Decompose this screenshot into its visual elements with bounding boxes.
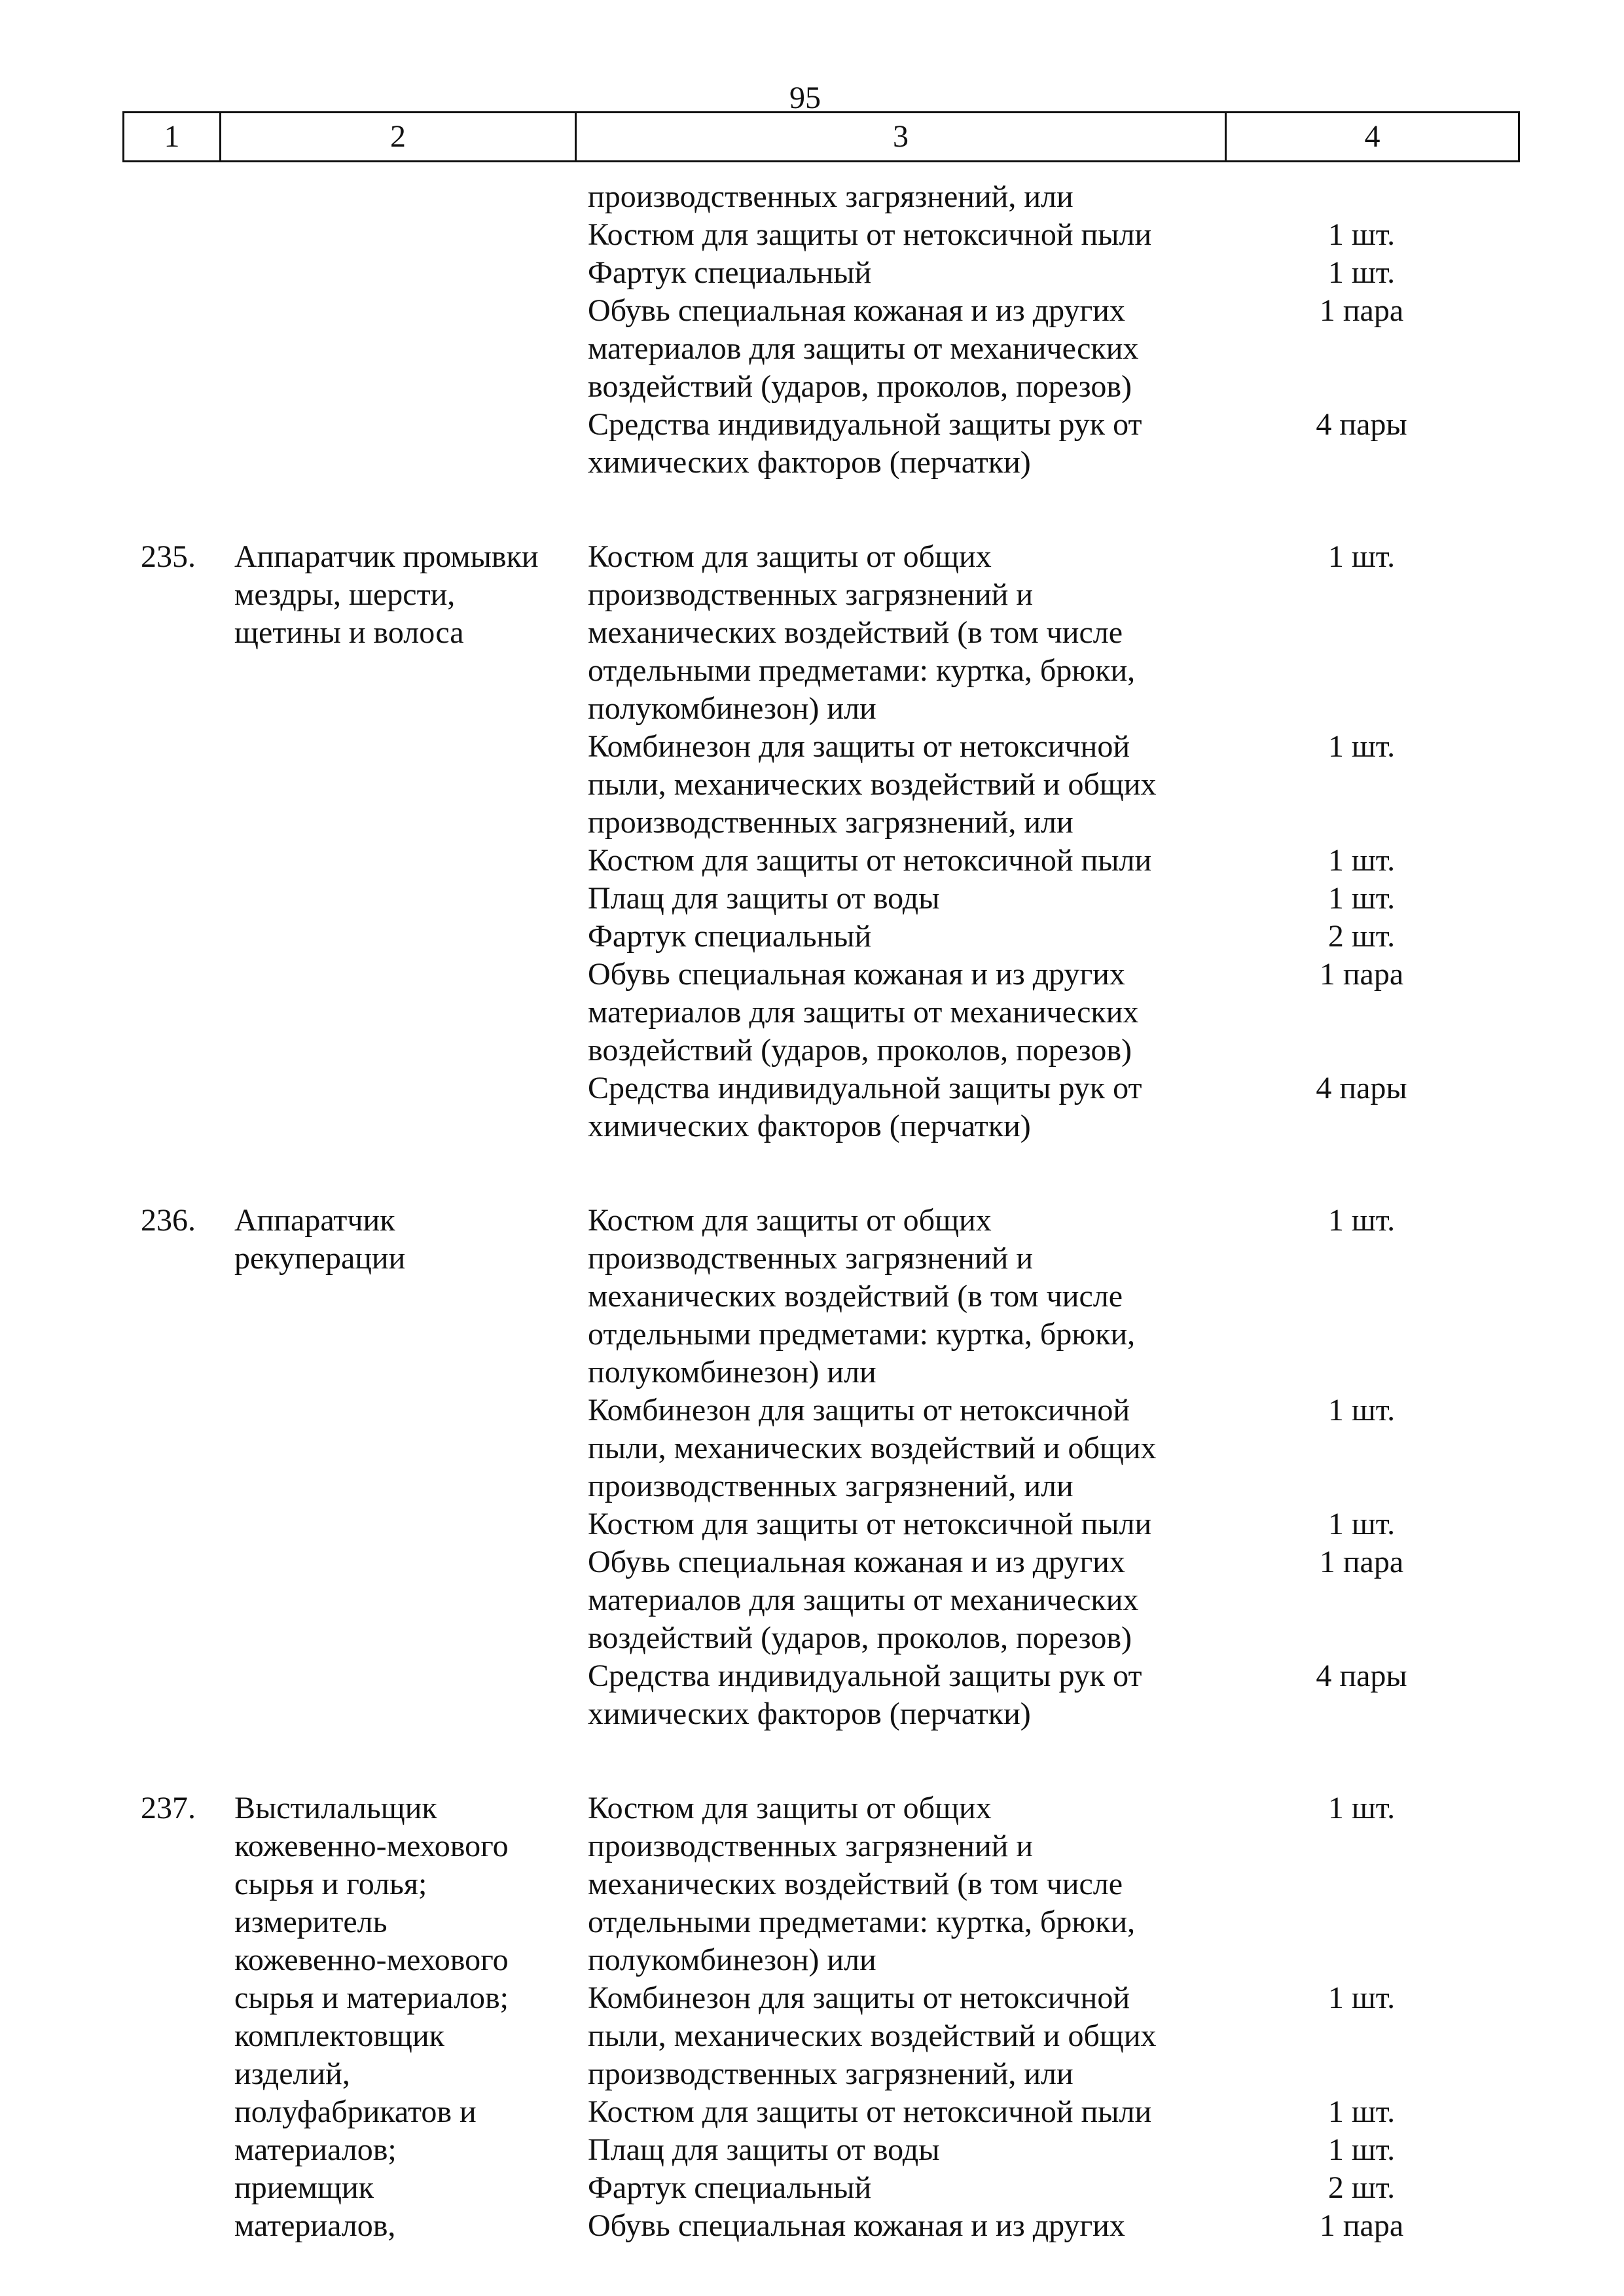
ppe-quantity: 2 шт. — [1327, 919, 1396, 954]
ppe-item-line: Фартук специальный — [588, 255, 872, 290]
ppe-item-line: механических воздействий (в том числе — [588, 1867, 1123, 1901]
ppe-item-line: Обувь специальная кожаная и из других — [588, 2208, 1125, 2243]
ppe-item-line: Костюм для защиты от нетоксичной пыли — [588, 2094, 1152, 2129]
occupation-line: рекуперации — [234, 1241, 406, 1276]
ppe-item-line: полукомбинезон) или — [588, 1943, 876, 1977]
ppe-item-line: механических воздействий (в том числе — [588, 1279, 1123, 1314]
ppe-item-line: химических факторов (перчатки) — [588, 1696, 1031, 1731]
ppe-quantity: 4 пары — [1316, 407, 1407, 442]
ppe-item-line: отдельными предметами: куртка, брюки, — [588, 653, 1136, 688]
occupation-line: Выстилальщик — [234, 1791, 437, 1825]
ppe-quantity: 1 шт. — [1327, 843, 1396, 878]
ppe-item-line: материалов для защиты от механических — [588, 1583, 1139, 1617]
entry-number: 235. — [141, 539, 196, 574]
ppe-quantity: 1 шт. — [1327, 1393, 1396, 1427]
ppe-item-line: Фартук специальный — [588, 919, 872, 954]
ppe-item-line: пыли, механических воздействий и общих — [588, 1431, 1157, 1465]
ppe-item-line: пыли, механических воздействий и общих — [588, 767, 1157, 802]
ppe-item-line: материалов для защиты от механических — [588, 995, 1139, 1030]
ppe-item-line: воздействий (ударов, проколов, порезов) — [588, 1033, 1132, 1067]
ppe-item-line: производственных загрязнений, или — [588, 179, 1074, 214]
occupation-line: щетины и волоса — [234, 615, 464, 650]
ppe-quantity: 1 шт. — [1327, 1981, 1396, 2015]
ppe-quantity: 2 шт. — [1327, 2170, 1396, 2205]
ppe-quantity: 1 шт. — [1327, 255, 1396, 290]
ppe-item-line: производственных загрязнений и — [588, 577, 1034, 612]
ppe-item-line: Костюм для защиты от общих — [588, 1203, 992, 1238]
ppe-quantity: 4 пары — [1316, 1659, 1407, 1693]
ppe-item-line: Костюм для защиты от нетоксичной пыли — [588, 217, 1152, 252]
column-header-3: 3 — [576, 113, 1226, 162]
occupation-line: измеритель — [234, 1905, 388, 1939]
occupation-line: приемщик — [234, 2170, 374, 2205]
ppe-item-line: Комбинезон для защиты от нетоксичной — [588, 1981, 1130, 2015]
ppe-item-line: Костюм для защиты от общих — [588, 1791, 992, 1825]
ppe-quantity: 4 пары — [1316, 1071, 1407, 1105]
ppe-item-line: механических воздействий (в том числе — [588, 615, 1123, 650]
ppe-item-line: воздействий (ударов, проколов, порезов) — [588, 369, 1132, 404]
occupation-line: изделий, — [234, 2056, 350, 2091]
ppe-item-line: Костюм для защиты от нетоксичной пыли — [588, 1507, 1152, 1541]
page-number: 95 — [789, 81, 821, 115]
ppe-item-line: производственных загрязнений, или — [588, 1469, 1074, 1503]
entry-number: 237. — [141, 1791, 196, 1825]
ppe-item-line: Средства индивидуальной защиты рук от — [588, 407, 1142, 442]
ppe-quantity: 1 шт. — [1327, 217, 1396, 252]
column-header-4: 4 — [1226, 113, 1519, 162]
occupation-line: комплектовщик — [234, 2018, 444, 2053]
ppe-item-line: производственных загрязнений и — [588, 1829, 1034, 1863]
ppe-item-line: Костюм для защиты от общих — [588, 539, 992, 574]
ppe-item-line: Обувь специальная кожаная и из других — [588, 1545, 1125, 1579]
ppe-item-line: Обувь специальная кожаная и из других — [588, 293, 1125, 328]
ppe-item-line: Комбинезон для защиты от нетоксичной — [588, 1393, 1130, 1427]
occupation-line: полуфабрикатов и — [234, 2094, 477, 2129]
ppe-quantity: 1 пара — [1319, 2208, 1404, 2243]
ppe-item-line: материалов для защиты от механических — [588, 331, 1139, 366]
ppe-quantity: 1 шт. — [1327, 2132, 1396, 2167]
ppe-item-line: Комбинезон для защиты от нетоксичной — [588, 729, 1130, 764]
ppe-item-line: Костюм для защиты от нетоксичной пыли — [588, 843, 1152, 878]
ppe-quantity: 1 шт. — [1327, 2094, 1396, 2129]
ppe-item-line: полукомбинезон) или — [588, 1355, 876, 1390]
ppe-quantity: 1 шт. — [1327, 881, 1396, 916]
ppe-item-line: пыли, механических воздействий и общих — [588, 2018, 1157, 2053]
ppe-quantity: 1 шт. — [1327, 539, 1396, 574]
ppe-item-line: производственных загрязнений и — [588, 1241, 1034, 1276]
ppe-item-line: Плащ для защиты от воды — [588, 2132, 940, 2167]
ppe-item-line: отдельными предметами: куртка, брюки, — [588, 1317, 1136, 1352]
ppe-quantity: 1 пара — [1319, 1545, 1404, 1579]
ppe-quantity: 1 шт. — [1327, 729, 1396, 764]
occupation-line: мездры, шерсти, — [234, 577, 456, 612]
column-header-1: 1 — [124, 113, 221, 162]
occupation-line: материалов, — [234, 2208, 396, 2243]
ppe-quantity: 1 пара — [1319, 293, 1404, 328]
occupation-line: сырья и голья; — [234, 1867, 427, 1901]
occupation-line: материалов; — [234, 2132, 397, 2167]
occupation-line: кожевенно-мехового — [234, 1943, 509, 1977]
ppe-item-line: отдельными предметами: куртка, брюки, — [588, 1905, 1136, 1939]
occupation-line: Аппаратчик — [234, 1203, 395, 1238]
ppe-item-line: Средства индивидуальной защиты рук от — [588, 1659, 1142, 1693]
occupation-line: кожевенно-мехового — [234, 1829, 509, 1863]
ppe-item-line: химических факторов (перчатки) — [588, 445, 1031, 480]
occupation-line: сырья и материалов; — [234, 1981, 509, 2015]
ppe-quantity: 1 шт. — [1327, 1203, 1396, 1238]
ppe-item-line: Фартук специальный — [588, 2170, 872, 2205]
ppe-item-line: химических факторов (перчатки) — [588, 1109, 1031, 1143]
ppe-item-line: воздействий (ударов, проколов, порезов) — [588, 1621, 1132, 1655]
ppe-item-line: Средства индивидуальной защиты рук от — [588, 1071, 1142, 1105]
ppe-quantity: 1 шт. — [1327, 1791, 1396, 1825]
ppe-item-line: производственных загрязнений, или — [588, 2056, 1074, 2091]
ppe-quantity: 1 шт. — [1327, 1507, 1396, 1541]
column-header-2: 2 — [221, 113, 576, 162]
ppe-item-line: производственных загрязнений, или — [588, 805, 1074, 840]
ppe-item-line: Плащ для защиты от воды — [588, 881, 940, 916]
occupation-line: Аппаратчик промывки — [234, 539, 539, 574]
entry-number: 236. — [141, 1203, 196, 1238]
ppe-item-line: Обувь специальная кожаная и из других — [588, 957, 1125, 992]
ppe-quantity: 1 пара — [1319, 957, 1404, 992]
ppe-item-line: полукомбинезон) или — [588, 691, 876, 726]
column-header-row — [122, 111, 1520, 162]
